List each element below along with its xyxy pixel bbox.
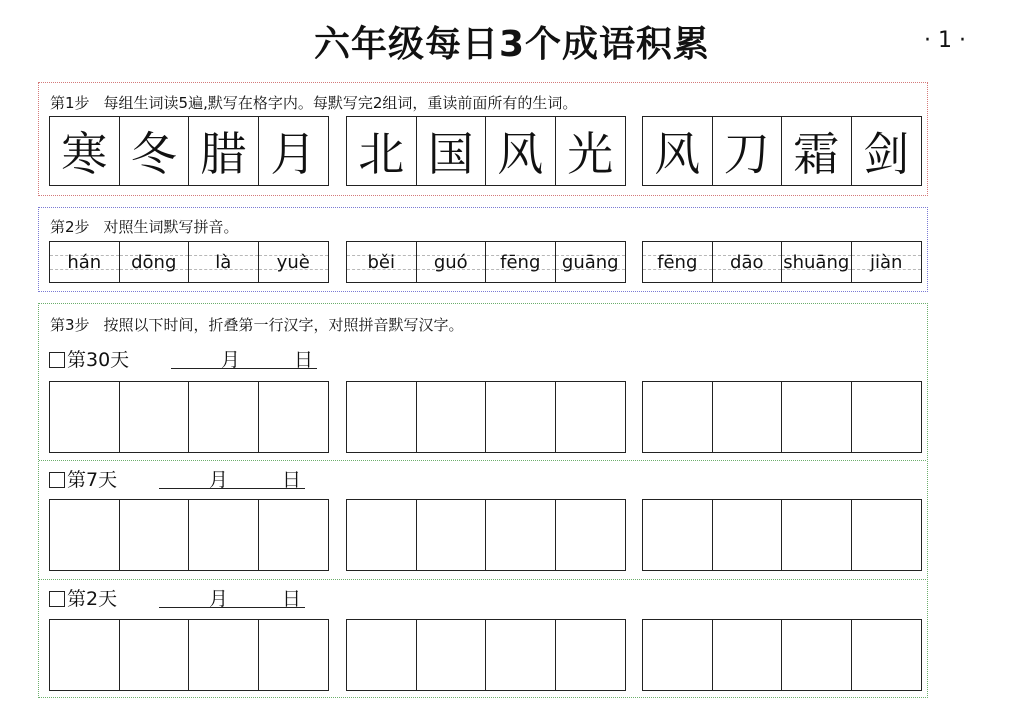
writing-cell[interactable] [486,382,556,452]
day-row-1 [49,345,129,372]
writing-cell[interactable] [120,620,190,690]
step3-instruction: 按照以下时间，折叠第一行汉字，对照拼音默写汉字。 [103,316,464,334]
writing-cell[interactable] [347,382,417,452]
hanzi-cell: 月 [270,127,317,181]
pinyin-cell [189,242,259,282]
writing-group [49,381,329,453]
step2-section [38,207,928,292]
pinyin-cell [556,242,626,282]
writing-cell[interactable] [120,500,190,570]
writing-cell[interactable] [556,500,626,570]
pinyin-text: dāo [730,251,764,273]
day-row-3 [49,584,117,611]
section-divider [39,579,926,580]
hanzi-cell: 风 [643,117,713,185]
pinyin-group-2 [346,241,626,283]
month-label: 月 [209,469,229,491]
hanzi-cell: 国 [417,117,487,185]
writing-cell[interactable] [643,620,713,690]
pinyin-cell [347,242,417,282]
pinyin-cell [120,242,190,282]
writing-cell[interactable] [347,500,417,570]
pinyin-text: hán [67,251,102,273]
day-checkbox[interactable] [49,591,65,607]
writing-cell[interactable] [782,620,852,690]
day-label: 第30天 [67,349,130,371]
step1-section [38,82,928,196]
day-row-2 [49,465,117,492]
writing-cell[interactable] [713,382,783,452]
step2-label: 第2步 [50,218,90,236]
pinyin-text: yuè [276,251,310,273]
pinyin-text: guó [433,251,468,273]
writing-cell[interactable] [50,500,120,570]
hanzi-cell: 寒 [50,117,120,185]
writing-cell[interactable] [713,500,783,570]
step1-header [50,92,577,113]
writing-group [642,381,922,453]
writing-group [346,499,626,571]
writing-cell[interactable] [643,500,713,570]
writing-group [346,619,626,691]
pinyin-text: dōng [131,251,177,273]
hanzi-cell: 光 [567,127,614,181]
hanzi-cell: 风 [486,117,556,185]
writing-cell[interactable] [782,500,852,570]
writing-cell[interactable] [486,500,556,570]
writing-cell[interactable] [486,620,556,690]
hanzi-cell: 霜 [782,117,852,185]
pinyin-text: fēng [657,251,698,273]
writing-cell[interactable] [852,500,922,570]
pinyin-group-3 [642,241,922,283]
pinyin-cell [486,242,556,282]
section-divider [39,460,926,461]
step3-header [50,314,464,335]
writing-cell[interactable] [189,382,259,452]
page-title: 六年级每日3个成语积累 [313,24,711,65]
writing-cell[interactable] [259,620,329,690]
month-label: 月 [221,349,241,371]
writing-cell[interactable] [417,500,487,570]
writing-cell[interactable] [189,620,259,690]
writing-cell[interactable] [189,500,259,570]
step3-label: 第3步 [50,316,90,334]
writing-group [346,381,626,453]
writing-cell[interactable] [259,382,329,452]
writing-group [642,499,922,571]
hanzi-cell: 腊 [189,117,259,185]
writing-group [49,619,329,691]
hanzi-group-3 [642,116,922,186]
step1-label: 第1步 [50,94,90,112]
day-suffix-label: 日 [282,469,302,491]
pinyin-text: fēng [500,251,541,273]
pinyin-text: là [215,251,232,273]
writing-group [642,619,922,691]
page-number: · 1 · [924,28,966,53]
writing-cell[interactable] [713,620,783,690]
step1-instruction: 每组生词读5遍,默写在格字内。每默写完2组词，重读前面所有的生词。 [103,94,578,112]
hanzi-cell: 冬 [120,117,190,185]
hanzi-group-1 [49,116,329,186]
step2-instruction: 对照生词默写拼音。 [103,218,239,236]
day-checkbox[interactable] [49,352,65,368]
pinyin-cell [259,242,329,282]
pinyin-text: shuāng [783,251,850,273]
writing-cell[interactable] [417,620,487,690]
writing-group [49,499,329,571]
day-suffix-label: 日 [282,588,302,610]
pinyin-cell [417,242,487,282]
writing-cell[interactable] [120,382,190,452]
day-label: 第2天 [67,588,118,610]
pinyin-cell [50,242,120,282]
pinyin-text: guāng [561,251,619,273]
hanzi-cell: 刀 [713,117,783,185]
step2-header [50,216,239,237]
writing-cell[interactable] [643,382,713,452]
writing-cell[interactable] [347,620,417,690]
writing-cell[interactable] [417,382,487,452]
writing-cell[interactable] [556,620,626,690]
step3-section [38,303,928,698]
pinyin-cell [713,242,783,282]
writing-cell[interactable] [782,382,852,452]
pinyin-cell [643,242,713,282]
day-suffix-label: 日 [294,349,314,371]
pinyin-text: jiàn [870,251,903,273]
writing-cell[interactable] [259,500,329,570]
day-label: 第7天 [67,469,118,491]
pinyin-cell [782,242,852,282]
writing-cell[interactable] [50,620,120,690]
hanzi-cell: 北 [347,117,417,185]
pinyin-group-1 [49,241,329,283]
month-label: 月 [209,588,229,610]
pinyin-text: běi [367,251,395,273]
day-checkbox[interactable] [49,472,65,488]
pinyin-cell [852,242,922,282]
writing-cell[interactable] [50,382,120,452]
hanzi-group-2 [346,116,626,186]
writing-cell[interactable] [852,382,922,452]
writing-cell[interactable] [556,382,626,452]
hanzi-cell: 剑 [863,127,910,181]
writing-cell[interactable] [852,620,922,690]
